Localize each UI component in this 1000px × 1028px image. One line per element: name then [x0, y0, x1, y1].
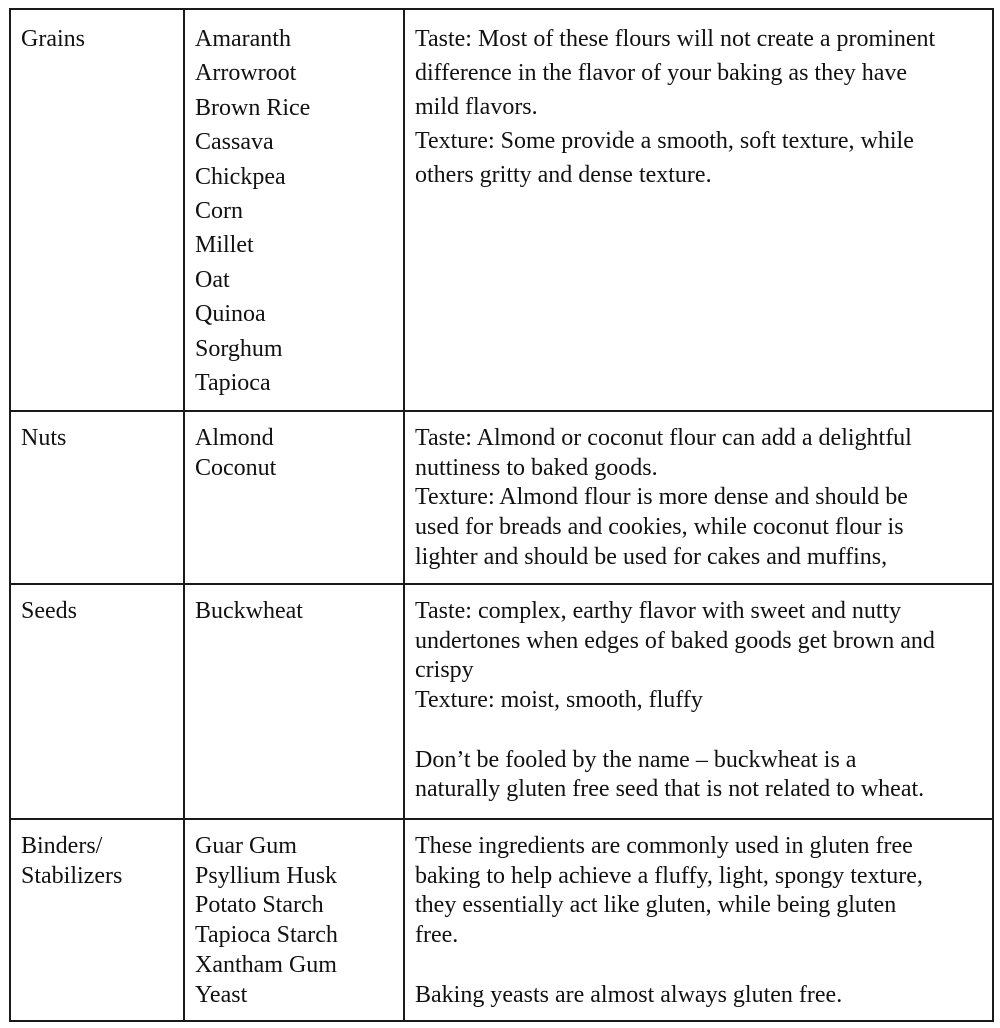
description-line: undertones when edges of baked goods get brown and: [415, 627, 935, 654]
list-item: Millet: [195, 232, 254, 259]
note-line: Don’t be fooled by the name – buckwheat is a: [415, 746, 857, 773]
description-line: nuttiness to baked goods.: [415, 454, 658, 481]
category-label: Seeds: [21, 598, 77, 624]
note-line: Baking yeasts are almost always gluten free.: [415, 981, 843, 1008]
list-item: Brown Rice: [195, 94, 311, 121]
description-cell: [404, 411, 993, 584]
list-item: Cassava: [195, 129, 274, 156]
list-item: Tapioca Starch: [195, 922, 338, 949]
description-line: Taste: Most of these flours will not create a prominent: [415, 26, 936, 52]
description-cell: [404, 584, 993, 819]
gluten-free-flour-table: [9, 8, 994, 1022]
paragraph-gap: [415, 716, 982, 746]
description-cell: [404, 819, 993, 1021]
description-line: they essentially act like gluten, while being gluten: [415, 892, 897, 919]
list-item: Psyllium Husk: [195, 862, 338, 889]
description-cell: [404, 9, 993, 411]
category-cell: [10, 411, 184, 584]
list-item: Almond: [195, 425, 274, 451]
table-row-binders-stabilizers: [10, 819, 993, 1021]
table-row-grains: [10, 9, 993, 411]
category-label-line: Stabilizers: [21, 862, 123, 889]
list-item: Amaranth: [195, 26, 291, 52]
items-cell: [184, 819, 404, 1021]
category-label-line: Binders/: [21, 833, 103, 859]
category-label: Grains: [21, 26, 85, 52]
list-item: Guar Gum: [195, 833, 297, 859]
list-item: Quinoa: [195, 301, 266, 328]
description-line: used for breads and cookies, while coconut flour is: [415, 514, 904, 541]
list-item: Oat: [195, 266, 230, 293]
description-line: Taste: complex, earthy flavor with sweet and nutty: [415, 598, 902, 624]
list-item: Buckwheat: [195, 598, 303, 624]
description-line: Texture: Some provide a smooth, soft texture, while: [415, 128, 914, 154]
description-line: These ingredients are commonly used in gluten free: [415, 833, 913, 859]
list-item: Corn: [195, 198, 243, 225]
category-label: Nuts: [21, 425, 67, 451]
items-cell: [184, 584, 404, 819]
table-row-seeds: [10, 584, 993, 819]
list-item: Arrowroot: [195, 60, 297, 87]
list-item: Chickpea: [195, 163, 286, 190]
description-line: Taste: Almond or coconut flour can add a delightful: [415, 425, 912, 451]
items-cell: [184, 9, 404, 411]
list-item: Tapioca: [195, 370, 271, 397]
description-line: crispy: [415, 657, 474, 684]
table-row-nuts: [10, 411, 993, 584]
description-line: mild flavors.: [415, 94, 538, 120]
category-cell: [10, 9, 184, 411]
note-line: naturally gluten free seed that is not related to wheat.: [415, 776, 925, 803]
list-item: Xantham Gum: [195, 951, 337, 978]
description-line: Texture: moist, smooth, fluffy: [415, 687, 703, 714]
description-line: others gritty and dense texture.: [415, 162, 712, 188]
list-item: Sorghum: [195, 335, 283, 362]
list-item: Coconut: [195, 454, 277, 481]
description-line: Texture: Almond flour is more dense and should be: [415, 484, 908, 511]
items-cell: [184, 411, 404, 584]
category-cell: [10, 584, 184, 819]
description-line: baking to help achieve a fluffy, light, spongy texture,: [415, 862, 923, 889]
paragraph-gap: [415, 951, 982, 981]
list-item: Yeast: [195, 981, 248, 1008]
description-line: free.: [415, 922, 459, 949]
description-text: [415, 22, 982, 192]
category-cell: [10, 819, 184, 1021]
list-item: Potato Starch: [195, 892, 324, 919]
description-line: lighter and should be used for cakes and muffins,: [415, 543, 888, 570]
description-line: difference in the flavor of your baking as they have: [415, 60, 908, 86]
